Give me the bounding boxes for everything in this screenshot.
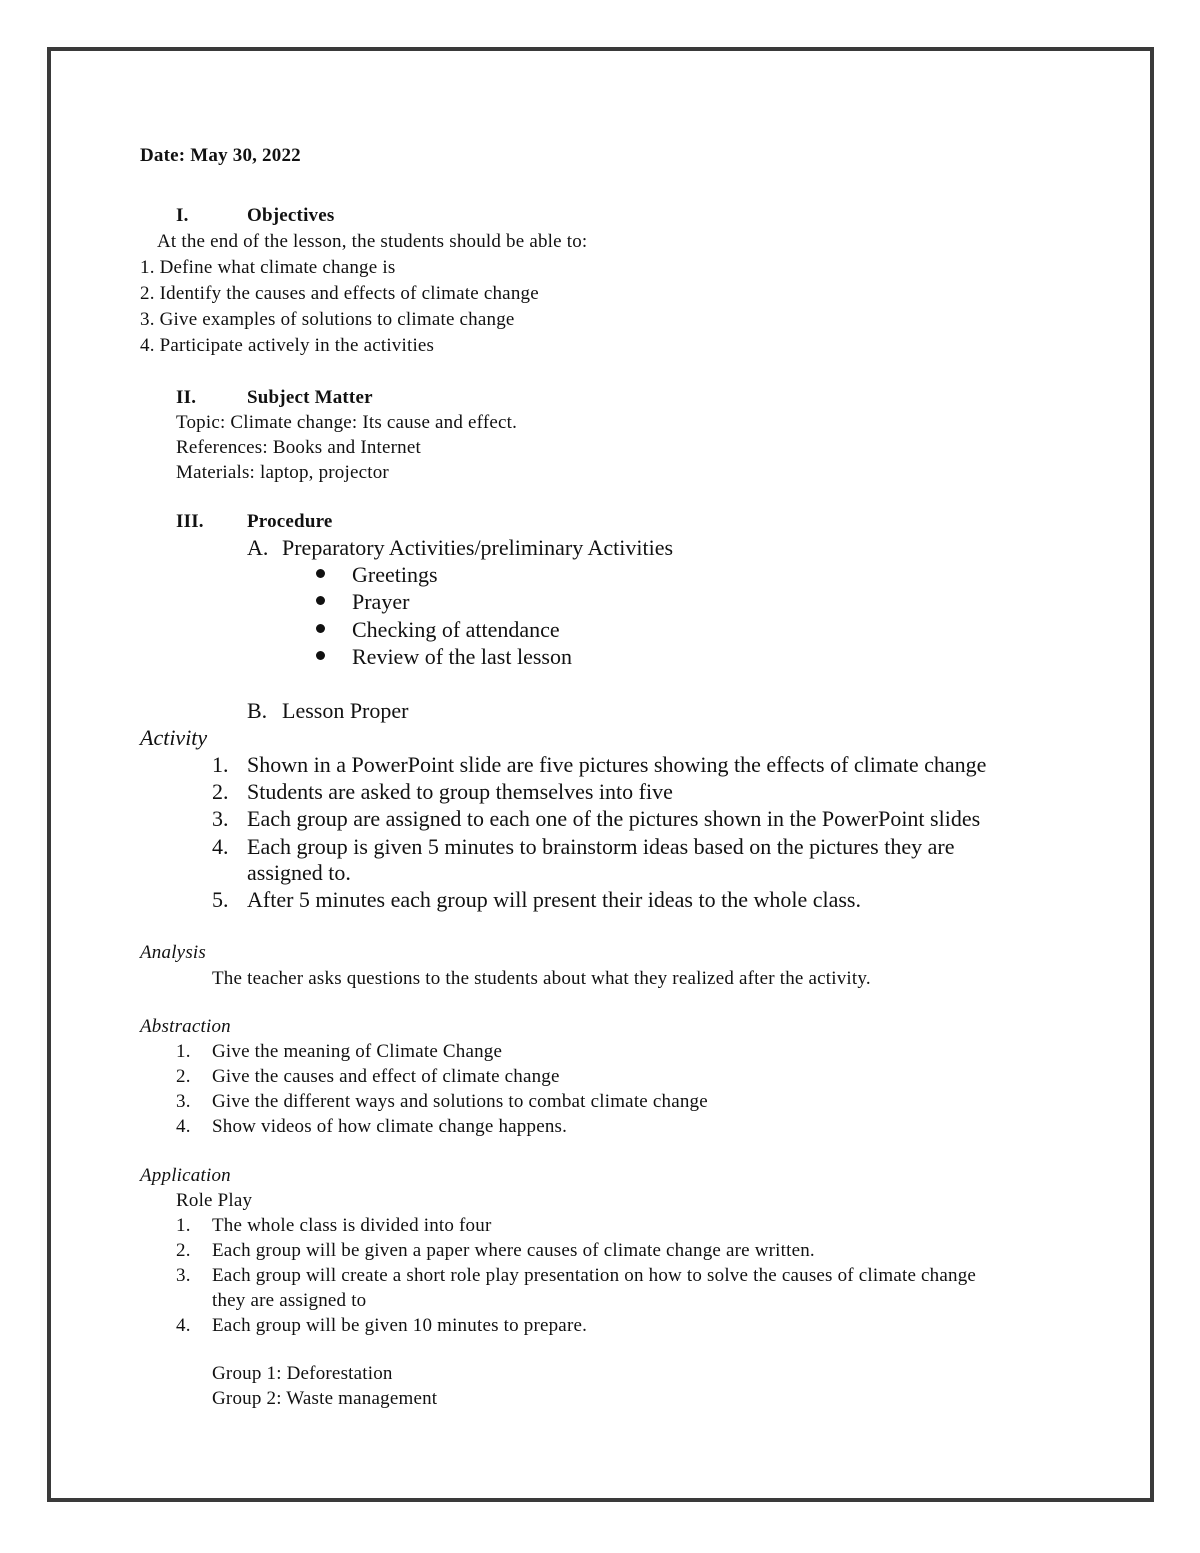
abstraction-item-number: 2.: [176, 1066, 191, 1087]
application-item-text: The whole class is divided into four: [212, 1215, 492, 1236]
procedure-heading: Procedure: [247, 511, 333, 532]
application-item-number: 2.: [176, 1240, 191, 1261]
objective-item: 1. Define what climate change is: [140, 257, 396, 278]
subject-matter-numeral: II.: [176, 387, 197, 408]
activity-item-number: 3.: [212, 806, 229, 831]
subject-references: References: Books and Internet: [176, 437, 421, 458]
application-item-number: 4.: [176, 1315, 191, 1336]
subject-topic: Topic: Climate change: Its cause and effect.: [176, 412, 518, 433]
procedure-numeral: III.: [176, 511, 204, 532]
group-assignment: Group 1: Deforestation: [212, 1363, 393, 1384]
abstraction-item-text: Give the meaning of Climate Change: [212, 1041, 503, 1062]
bullet-item: Prayer: [352, 589, 410, 614]
activity-heading: Activity: [140, 725, 208, 750]
analysis-text: The teacher asks questions to the students about what they realized after the activity.: [212, 968, 871, 989]
application-item-text: Each group will be given 10 minutes to prepare.: [212, 1315, 588, 1336]
application-item-number: 1.: [176, 1215, 191, 1236]
objective-item: 3. Give examples of solutions to climate change: [140, 309, 515, 330]
bullet-icon: [316, 596, 325, 605]
date-line: Date: May 30, 2022: [140, 145, 301, 166]
procedure-b-title: Lesson Proper: [282, 698, 409, 723]
objective-item: 2. Identify the causes and effects of climate change: [140, 283, 539, 304]
abstraction-item-text: Give the causes and effect of climate change: [212, 1066, 560, 1087]
activity-item-text: Students are asked to group themselves into five: [247, 779, 673, 804]
abstraction-heading: Abstraction: [140, 1016, 231, 1037]
abstraction-item-text: Show videos of how climate change happens.: [212, 1116, 568, 1137]
activity-item-number: 4.: [212, 834, 229, 859]
procedure-a-marker: A.: [247, 535, 269, 560]
activity-item-continuation: assigned to.: [247, 860, 351, 885]
activity-item-number: 5.: [212, 887, 229, 912]
application-item-text: Each group will create a short role play presentation on how to solve the causes of climate change: [212, 1265, 977, 1286]
procedure-a-title: Preparatory Activities/preliminary Activities: [282, 535, 674, 560]
bullet-icon: [316, 624, 325, 633]
abstraction-item-number: 3.: [176, 1091, 191, 1112]
activity-item-number: 1.: [212, 752, 229, 777]
abstraction-item-number: 4.: [176, 1116, 191, 1137]
objectives-numeral: I.: [176, 205, 189, 226]
analysis-heading: Analysis: [140, 942, 206, 963]
objectives-heading: Objectives: [247, 205, 335, 226]
activity-item-text: Each group is given 5 minutes to brainstorm ideas based on the pictures they are: [247, 834, 955, 859]
bullet-item: Review of the last lesson: [352, 644, 572, 669]
application-item-text: Each group will be given a paper where causes of climate change are written.: [212, 1240, 815, 1261]
bullet-item: Greetings: [352, 562, 438, 587]
application-item-number: 3.: [176, 1265, 191, 1286]
activity-item-text: Each group are assigned to each one of the pictures shown in the PowerPoint slides: [247, 806, 981, 831]
procedure-b-marker: B.: [247, 698, 268, 723]
objectives-intro: At the end of the lesson, the students should be able to:: [157, 231, 588, 252]
bullet-item: Checking of attendance: [352, 617, 560, 642]
activity-item-text: After 5 minutes each group will present their ideas to the whole class.: [247, 887, 861, 912]
subject-matter-heading: Subject Matter: [247, 387, 373, 408]
activity-item-number: 2.: [212, 779, 229, 804]
application-heading: Application: [140, 1165, 231, 1186]
group-assignment: Group 2: Waste management: [212, 1388, 438, 1409]
bullet-icon: [316, 569, 325, 578]
application-subheading: Role Play: [176, 1190, 253, 1211]
activity-item-text: Shown in a PowerPoint slide are five pictures showing the effects of climate change: [247, 752, 987, 777]
objective-item: 4. Participate actively in the activities: [140, 335, 435, 356]
subject-materials: Materials: laptop, projector: [176, 462, 389, 483]
application-item-continuation: they are assigned to: [212, 1290, 367, 1311]
abstraction-item-text: Give the different ways and solutions to combat climate change: [212, 1091, 708, 1112]
bullet-icon: [316, 651, 325, 660]
abstraction-item-number: 1.: [176, 1041, 191, 1062]
